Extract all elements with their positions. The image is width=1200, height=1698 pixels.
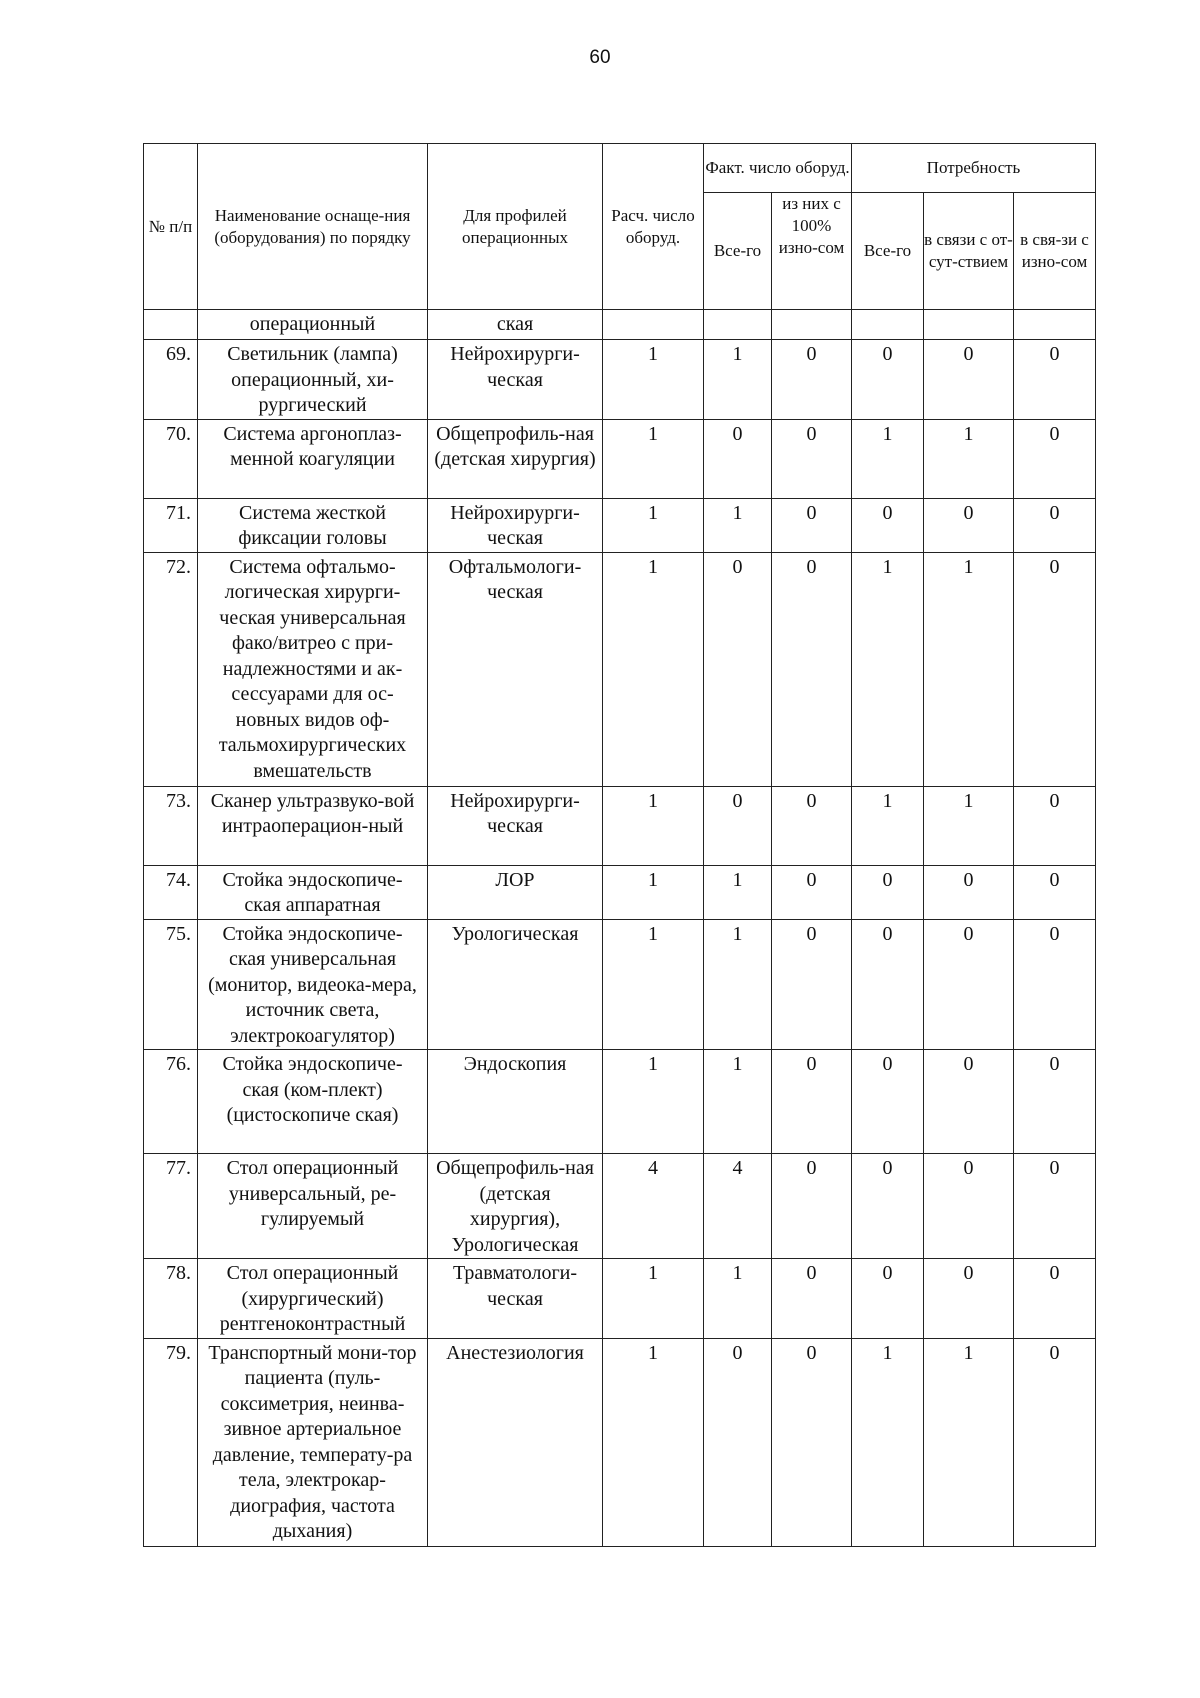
row-number: 79. [144, 1338, 198, 1546]
need-absent: 0 [924, 1259, 1014, 1339]
fact-worn: 0 [772, 498, 852, 552]
profile-name: Нейрохирурги-ческая [428, 340, 603, 420]
equipment-name: Система офтальмо-логическая хирурги-ческая универсальная фако/витрео с при-надлежностями и ак-сессуарами для ос-новных видов оф-тальмохирургических вмешательств [198, 552, 428, 786]
row-number: 78. [144, 1259, 198, 1339]
table-row [144, 1259, 1096, 1339]
calc-count: 1 [603, 786, 704, 865]
calc-count: 1 [603, 865, 704, 919]
equipment-name: Система аргоноплаз-менной коагуляции [198, 419, 428, 498]
profile-name: Урологическая [428, 919, 603, 1050]
fact-total: 1 [704, 865, 772, 919]
calc-count: 1 [603, 498, 704, 552]
fact-total: 0 [704, 1338, 772, 1546]
row-number: 71. [144, 498, 198, 552]
equipment-name: Стойка эндоскопиче-ская (ком-плект)(цистоскопиче ская) [198, 1050, 428, 1154]
need-total: 0 [852, 498, 924, 552]
profile-name: Нейрохирурги-ческая [428, 498, 603, 552]
header-number: № п/п [144, 144, 198, 310]
header-profile: Для профилей операционных [428, 144, 603, 310]
table-row [144, 865, 1096, 919]
continuation-row [144, 310, 1096, 340]
calc-count: 1 [603, 340, 704, 420]
fact-total: 1 [704, 498, 772, 552]
calc-count: 1 [603, 1338, 704, 1546]
table-row [144, 419, 1096, 498]
row-number: 73. [144, 786, 198, 865]
profile-name: Офтальмологи-ческая [428, 552, 603, 786]
need-worn: 0 [1014, 1338, 1096, 1546]
need-total: 1 [852, 786, 924, 865]
equipment-name: Система жесткой фиксации головы [198, 498, 428, 552]
need-absent: 1 [924, 552, 1014, 786]
profile-name: ЛОР [428, 865, 603, 919]
page-number: 60 [589, 47, 611, 68]
header-fact-worn: из них с 100% изно-сом [772, 193, 852, 310]
profile-name: Травматологи-ческая [428, 1259, 603, 1339]
need-total: 0 [852, 1050, 924, 1154]
header-need-worn: в свя-зи с изно-сом [1014, 193, 1096, 310]
row-number: 69. [144, 340, 198, 420]
need-absent: 0 [924, 865, 1014, 919]
need-total: 0 [852, 919, 924, 1050]
need-total: 0 [852, 865, 924, 919]
continuation-profile: ская [428, 310, 603, 340]
table-row [144, 552, 1096, 786]
equipment-table [143, 143, 1096, 1547]
need-worn: 0 [1014, 419, 1096, 498]
need-absent: 0 [924, 498, 1014, 552]
equipment-name: Стойка эндоскопиче-ская универсальная (монитор, видеока-мера, источник света, электрокоагулятор) [198, 919, 428, 1050]
fact-total: 0 [704, 552, 772, 786]
need-worn: 0 [1014, 865, 1096, 919]
need-worn: 0 [1014, 1050, 1096, 1154]
need-total: 1 [852, 552, 924, 786]
need-total: 0 [852, 340, 924, 420]
fact-worn: 0 [772, 1050, 852, 1154]
table-row [144, 786, 1096, 865]
equipment-name: Светильник (лампа) операционный, хи-рургический [198, 340, 428, 420]
row-number: 74. [144, 865, 198, 919]
fact-total: 1 [704, 1259, 772, 1339]
need-absent: 1 [924, 786, 1014, 865]
need-worn: 0 [1014, 340, 1096, 420]
need-absent: 0 [924, 919, 1014, 1050]
header-need-absent: в связи с от-сут-ствием [924, 193, 1014, 310]
profile-name: Анестезиология [428, 1338, 603, 1546]
row-number: 75. [144, 919, 198, 1050]
fact-total: 0 [704, 419, 772, 498]
need-worn: 0 [1014, 552, 1096, 786]
fact-total: 4 [704, 1154, 772, 1259]
need-absent: 0 [924, 1050, 1014, 1154]
table-header [144, 144, 1096, 310]
need-total: 1 [852, 1338, 924, 1546]
calc-count: 4 [603, 1154, 704, 1259]
calc-count: 1 [603, 919, 704, 1050]
equipment-name: Стол операционный (хирургический) рентгеноконтрастный [198, 1259, 428, 1339]
header-need-group: Потребность [852, 144, 1096, 193]
need-worn: 0 [1014, 919, 1096, 1050]
profile-name: Нейрохирурги-ческая [428, 786, 603, 865]
need-worn: 0 [1014, 1154, 1096, 1259]
table-row [144, 919, 1096, 1050]
header-need-total: Все-го [852, 193, 924, 310]
need-total: 0 [852, 1154, 924, 1259]
calc-count: 1 [603, 1050, 704, 1154]
equipment-name: Транспортный мони-тор пациента (пуль-соксиметрия, неинва-зивное артериальное давление, температу-ра тела, электрокар-диография, частота дыхания) [198, 1338, 428, 1546]
need-worn: 0 [1014, 498, 1096, 552]
table-row [144, 1338, 1096, 1546]
equipment-name: Стойка эндоскопиче-ская аппаратная [198, 865, 428, 919]
equipment-name: Стол операционный универсальный, ре-гулируемый [198, 1154, 428, 1259]
profile-name: Эндоскопия [428, 1050, 603, 1154]
need-worn: 0 [1014, 786, 1096, 865]
table-row [144, 340, 1096, 420]
need-total: 0 [852, 1259, 924, 1339]
table-row [144, 498, 1096, 552]
equipment-name: Сканер ультразвуко-вой интраоперацион-ный [198, 786, 428, 865]
need-absent: 1 [924, 1338, 1014, 1546]
row-number: 76. [144, 1050, 198, 1154]
header-name: Наименование оснаще-ния (оборудования) по порядку [198, 144, 428, 310]
calc-count: 1 [603, 1259, 704, 1339]
fact-worn: 0 [772, 1154, 852, 1259]
fact-worn: 0 [772, 865, 852, 919]
profile-name: Общепрофиль-ная (детская хирургия) [428, 419, 603, 498]
need-total: 1 [852, 419, 924, 498]
calc-count: 1 [603, 419, 704, 498]
header-fact-total: Все-го [704, 193, 772, 310]
profile-name: Общепрофиль-ная (детская хирургия), Урологическая [428, 1154, 603, 1259]
row-number: 72. [144, 552, 198, 786]
need-absent: 1 [924, 419, 1014, 498]
fact-worn: 0 [772, 1338, 852, 1546]
row-number: 77. [144, 1154, 198, 1259]
need-worn: 0 [1014, 1259, 1096, 1339]
header-calc-count: Расч. число оборуд. [603, 144, 704, 310]
fact-worn: 0 [772, 552, 852, 786]
need-absent: 0 [924, 1154, 1014, 1259]
need-absent: 0 [924, 340, 1014, 420]
table-row [144, 1154, 1096, 1259]
fact-worn: 0 [772, 340, 852, 420]
table-body [144, 310, 1096, 1547]
table-row [144, 1050, 1096, 1154]
fact-worn: 0 [772, 919, 852, 1050]
fact-total: 1 [704, 1050, 772, 1154]
fact-total: 1 [704, 340, 772, 420]
fact-worn: 0 [772, 1259, 852, 1339]
fact-worn: 0 [772, 419, 852, 498]
continuation-name: операционный [198, 310, 428, 340]
header-fact-group: Факт. число оборуд. [704, 144, 852, 193]
row-number: 70. [144, 419, 198, 498]
fact-total: 0 [704, 786, 772, 865]
fact-worn: 0 [772, 786, 852, 865]
fact-total: 1 [704, 919, 772, 1050]
calc-count: 1 [603, 552, 704, 786]
